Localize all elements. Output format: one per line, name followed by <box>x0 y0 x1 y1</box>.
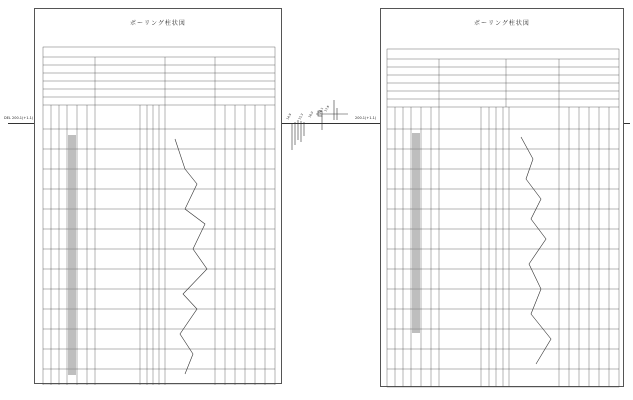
boring-log-sheet-right <box>380 8 624 387</box>
svg-text:16.0: 16.0 <box>307 110 315 119</box>
datum-label-left: DEL <box>4 116 11 120</box>
svg-text:14.9: 14.9 <box>285 112 293 121</box>
section-profile <box>282 100 380 160</box>
sheet-title: ボーリング柱状図 <box>474 20 530 27</box>
log-grid <box>381 9 625 388</box>
log-grid <box>35 9 283 385</box>
datum-value-right: 200.1(+1.1) <box>355 116 377 120</box>
svg-text:17.6: 17.6 <box>323 104 331 113</box>
svg-text:15.3: 15.3 <box>297 112 305 121</box>
datum-value-left: 200.1(+1.1) <box>12 116 34 120</box>
boring-log-sheet-left <box>34 8 282 384</box>
sheet-title: ボーリング柱状図 <box>130 20 186 27</box>
svg-text:16.1: 16.1 <box>317 106 325 115</box>
